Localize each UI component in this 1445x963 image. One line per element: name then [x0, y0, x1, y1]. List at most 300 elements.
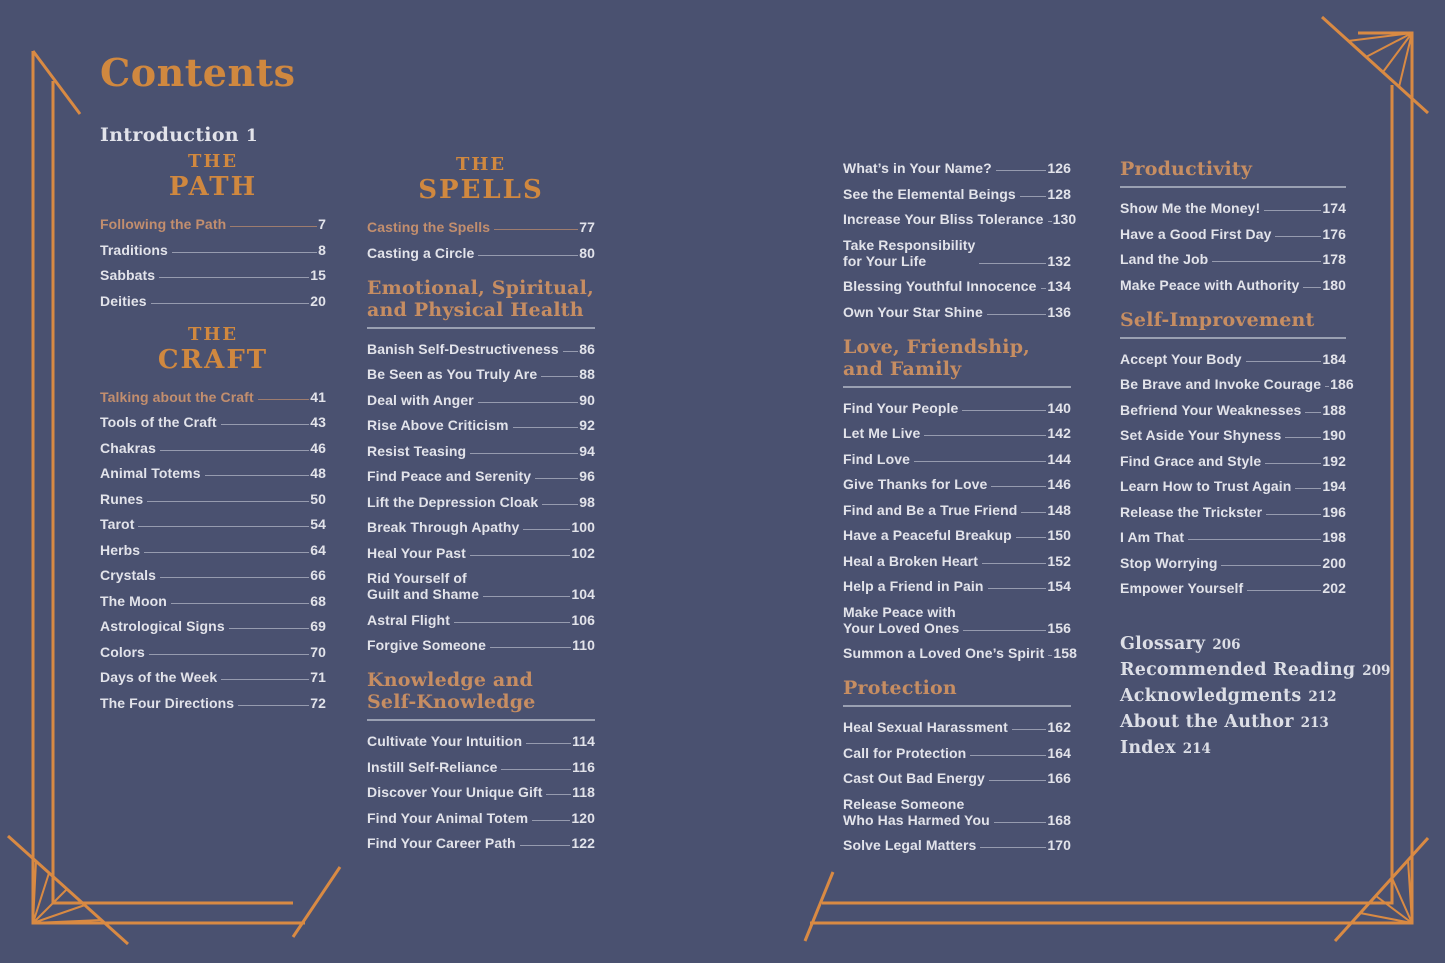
toc-entry-page: 178 [1322, 251, 1346, 267]
toc-column-2 [367, 155, 595, 851]
toc-entry [100, 440, 326, 456]
toc-entry-label [1120, 351, 1242, 367]
leader-line [979, 263, 1046, 264]
toc-entry-label [100, 216, 226, 232]
toc-entry-page: 102 [571, 544, 595, 561]
leader-line [513, 427, 579, 428]
leader-line [470, 555, 570, 556]
toc-entry-label-line: Find and Be a True Friend [843, 501, 1018, 518]
toc-entry-label-line: Have a Peaceful Breakup [843, 527, 1012, 543]
toc-entry [1120, 580, 1346, 596]
toc-entry [100, 669, 326, 685]
leader-line [982, 563, 1046, 564]
toc-entry-label-line: What’s in Your Name? [843, 160, 992, 176]
toc-entry [1120, 251, 1346, 267]
toc-entry-label [843, 502, 1017, 518]
toc-entry-page: 104 [571, 586, 595, 602]
part-heading-eyebrow: THE [187, 151, 239, 172]
toc-entry [367, 570, 595, 602]
toc-entry-page: 134 [1047, 278, 1071, 294]
part-heading-title: CRAFT [157, 344, 269, 375]
toc-section [1120, 308, 1354, 597]
leader-line [1264, 210, 1321, 211]
toc-entry-page: 20 [310, 292, 326, 309]
toc-entry-page: 48 [310, 465, 326, 481]
toc-entry-label-line: Heal a Broken Heart [843, 552, 978, 569]
toc-entry-label-line: Colors [100, 643, 145, 660]
toc-entry-page: 166 [1047, 770, 1071, 786]
toc-entry-label-line: Give Thanks for Love [843, 476, 988, 492]
toc-entry [367, 784, 595, 800]
leader-line [962, 410, 1046, 411]
toc-entry-label [1120, 376, 1321, 392]
section-underline [367, 327, 595, 329]
toc-entry-page: 94 [579, 442, 595, 459]
toc-entry-page: 64 [310, 541, 326, 558]
toc-entry-label [367, 366, 537, 382]
toc-entry [1120, 402, 1346, 418]
toc-entry-label-line: Astral Flight [367, 611, 450, 628]
toc-entry [100, 567, 326, 583]
toc-entry-list [1120, 200, 1346, 293]
toc-entry [843, 770, 1071, 786]
toc-entry-label [367, 443, 466, 459]
toc-entry-label [367, 519, 519, 535]
backmatter-page: 214 [1182, 741, 1211, 757]
toc-entry [100, 414, 326, 430]
toc-entry-page: 188 [1322, 401, 1346, 418]
toc-entry-label-line: for Your Life [843, 252, 927, 269]
toc-entry-label-line: Sabbats [100, 267, 156, 283]
sunburst-top-right [1348, 33, 1412, 87]
leader-line [221, 679, 309, 680]
toc-entry-label-line: Casting a Circle [367, 244, 475, 261]
leader-line [991, 486, 1046, 487]
toc-column-4 [1120, 158, 1391, 761]
toc-entry-label-line: Traditions [100, 241, 168, 258]
backmatter-item [1120, 632, 1346, 657]
toc-entry [367, 759, 595, 775]
toc-entry [367, 519, 595, 535]
toc-entry-label-line: Break Through Apathy [367, 519, 520, 535]
leader-line [988, 588, 1047, 589]
leader-line [470, 453, 578, 454]
toc-entry-page: 184 [1322, 350, 1346, 367]
toc-entry [1120, 200, 1346, 216]
toc-entry [843, 186, 1071, 202]
introduction-page: 1 [245, 126, 259, 146]
backmatter-item [1120, 736, 1346, 761]
leader-line [160, 450, 309, 451]
toc-entry [1120, 555, 1346, 571]
toc-entry-label [367, 835, 516, 851]
toc-entry-label [1120, 226, 1271, 242]
frame-left-bottom-diagonal [8, 836, 128, 944]
toc-entry-page: 202 [1322, 580, 1346, 596]
toc-entry-label-line: Find Your Animal Totem [367, 809, 529, 826]
toc-entry [843, 278, 1071, 294]
section-heading-line: and Family [843, 357, 962, 380]
toc-entry-label [367, 245, 474, 261]
toc-section [367, 155, 595, 261]
leader-line [238, 705, 309, 706]
toc-entry-page: 170 [1047, 837, 1071, 853]
toc-entry-label-line: Be Brave and Invoke Courage [1120, 376, 1322, 392]
toc-entry [367, 417, 595, 433]
leader-line [914, 461, 1046, 462]
toc-entry-page: 86 [579, 340, 595, 357]
toc-entry-page: 150 [1047, 527, 1071, 543]
toc-entry [367, 468, 595, 484]
toc-entry-label-line: Following the Path [100, 216, 227, 232]
toc-entry-label-line: Deal with Anger [367, 391, 474, 408]
toc-entry-page: 142 [1047, 425, 1071, 441]
toc-entry-label-line: Heal Sexual Harassment [843, 719, 1008, 735]
toc-entry-label [1120, 555, 1217, 571]
toc-entry-page: 116 [572, 758, 595, 775]
toc-entry-label [367, 570, 479, 602]
leader-line [1275, 236, 1321, 237]
toc-entry-label-line: Find Your People [843, 399, 959, 416]
toc-entry-page: 122 [571, 835, 595, 851]
toc-entry [367, 443, 595, 459]
toc-entry-label [1120, 251, 1208, 267]
leader-line [1188, 539, 1321, 540]
toc-entry-list [100, 389, 326, 711]
frame-left-end-cut [293, 867, 340, 937]
leader-line [1247, 590, 1321, 591]
part-heading-eyebrow: THE [187, 323, 239, 345]
leader-line [1265, 463, 1321, 464]
toc-entry-label-line: Increase Your Bliss Tolerance [843, 211, 1044, 227]
toc-entry-page: 130 [1052, 211, 1077, 227]
toc-entry-page: 192 [1322, 452, 1346, 469]
toc-entry-label-line: Learn How to Trust Again [1120, 478, 1292, 494]
toc-entry-page: 180 [1322, 276, 1346, 293]
toc-entry-label [843, 278, 1037, 294]
toc-entry [367, 341, 595, 357]
backmatter-label: Index [1120, 738, 1176, 758]
toc-entry [843, 425, 1071, 441]
leader-line [532, 820, 570, 821]
toc-entry-label [843, 160, 992, 176]
leader-line [996, 170, 1047, 171]
toc-entry-page: 8 [318, 241, 326, 258]
toc-entry-label [100, 669, 217, 685]
toc-entry [843, 553, 1071, 569]
toc-entry-page: 106 [571, 611, 595, 628]
toc-entry-label [100, 644, 145, 660]
toc-entry-label [367, 612, 450, 628]
toc-entry-label-line: Herbs [100, 541, 141, 558]
leader-line [501, 769, 571, 770]
toc-entry-label [843, 400, 958, 416]
backmatter-item [1120, 684, 1346, 709]
backmatter-label: Recommended Reading [1120, 660, 1356, 680]
toc-entry-page: 154 [1047, 578, 1071, 594]
leader-line [494, 229, 578, 230]
section-underline [843, 386, 1071, 388]
toc-entry-label-line: Blessing Youthful Innocence [843, 278, 1037, 294]
toc-entry-label [1120, 504, 1262, 520]
toc-entry-label-line: I Am That [1120, 529, 1185, 545]
toc-section [1120, 612, 1391, 761]
toc-entry-label-line: Who Has Harmed You [843, 811, 990, 828]
section-heading [1120, 309, 1346, 339]
toc-entry-label [843, 451, 910, 467]
toc-entry-label [367, 219, 490, 235]
toc-entry [367, 810, 595, 826]
toc-entry [843, 451, 1071, 467]
leader-line [221, 424, 310, 425]
toc-entry-list [843, 160, 1077, 320]
toc-entry [100, 542, 326, 558]
toc-entry-page: 114 [572, 733, 595, 749]
backmatter-item [1120, 710, 1346, 735]
part-heading [100, 152, 326, 202]
toc-entry-label [100, 242, 168, 258]
toc-entry [100, 644, 326, 660]
toc-entry-label [100, 567, 156, 583]
toc-entry-label-line: Your Loved Ones [843, 619, 960, 636]
toc-entry-label [1120, 200, 1260, 216]
toc-entry-page: 190 [1322, 427, 1346, 443]
leader-line [229, 628, 310, 629]
toc-entry-label-line: Own Your Star Shine [843, 303, 983, 320]
leader-line [490, 647, 571, 648]
leader-line [151, 303, 310, 304]
toc-entry [843, 160, 1071, 176]
toc-entry-page: 196 [1322, 503, 1346, 520]
toc-entry-page: 152 [1047, 552, 1071, 569]
toc-entry-label-line: Banish Self-Destructiveness [367, 340, 559, 357]
toc-entry-label [100, 440, 156, 456]
toc-entry-label [100, 542, 140, 558]
leader-line [563, 351, 578, 352]
leader-line [478, 402, 578, 403]
toc-entry-page: 194 [1322, 478, 1346, 494]
section-heading-line: Knowledge and [367, 669, 533, 691]
leader-line [1325, 386, 1329, 387]
leader-line [546, 794, 571, 795]
leader-line [144, 552, 309, 553]
part-heading [367, 155, 595, 205]
section-heading-line: Love, Friendship, [843, 335, 1030, 358]
toc-entry-list [1120, 350, 1354, 597]
leader-line [520, 845, 571, 846]
toc-entry [367, 219, 595, 235]
toc-entry [367, 835, 595, 851]
toc-entry-label-line: Tools of the Craft [100, 414, 217, 430]
backmatter-label: Glossary [1120, 634, 1206, 654]
backmatter-page: 212 [1308, 689, 1337, 705]
toc-entry [843, 837, 1071, 853]
toc-entry-label-line: Talking about the Craft [100, 388, 254, 405]
toc-entry-label [843, 645, 1044, 661]
toc-entry-page: 90 [579, 391, 595, 408]
toc-entry-label-line: Chakras [100, 439, 156, 456]
toc-entry-label-line: Casting the Spells [367, 219, 491, 235]
toc-entry-label [843, 425, 920, 441]
toc-entry-page: 186 [1330, 376, 1354, 392]
toc-entry [100, 216, 326, 232]
leader-line [483, 596, 570, 597]
section-heading-line: Self-Knowledge [367, 691, 536, 713]
toc-entry-page: 200 [1322, 554, 1346, 571]
toc-entry-page: 148 [1047, 501, 1071, 518]
part-heading-eyebrow: THE [455, 154, 507, 175]
toc-entry-label-line: Astrological Signs [100, 618, 225, 634]
toc-entry-label [843, 719, 1008, 735]
introduction-label: Introduction [100, 124, 239, 146]
part-heading-title: SPELLS [418, 175, 544, 205]
toc-section [843, 677, 1071, 853]
toc-entry-label [367, 341, 559, 357]
toc-entry-page: 50 [310, 490, 326, 507]
toc-entry [843, 211, 1077, 227]
toc-entry-label-line: Crystals [100, 567, 157, 583]
leader-line [1021, 512, 1046, 513]
toc-entry [843, 304, 1071, 320]
backmatter-label: About the Author [1120, 712, 1294, 732]
toc-entry-label-line: Resist Teasing [367, 442, 467, 459]
toc-entry-label [367, 784, 542, 800]
toc-entry-label [367, 417, 509, 433]
toc-entry-label [843, 211, 1044, 227]
toc-entry [367, 366, 595, 382]
toc-entry-label [100, 593, 167, 609]
toc-entry [367, 245, 595, 261]
toc-entry [100, 389, 326, 405]
leader-line [535, 478, 578, 479]
toc-entry [843, 578, 1071, 594]
toc-entry-label [100, 516, 134, 532]
toc-entry-label-line: Animal Totems [100, 465, 201, 481]
toc-entry-label [1120, 453, 1261, 469]
toc-entry [843, 502, 1071, 518]
toc-entry [100, 593, 326, 609]
toc-entry [100, 267, 326, 283]
leader-line [230, 226, 317, 227]
section-heading [367, 277, 595, 329]
leader-line [963, 630, 1046, 631]
part-heading [100, 325, 326, 375]
frame-right-bottom-diagonal [1335, 838, 1428, 941]
toc-entry-label [100, 491, 143, 507]
toc-entry-page: 164 [1047, 744, 1071, 761]
toc-entry [843, 645, 1077, 661]
toc-entry [843, 237, 1071, 269]
toc-entry-page: 176 [1322, 225, 1346, 242]
backmatter-page: 209 [1362, 663, 1391, 679]
leader-line [454, 622, 570, 623]
toc-entry-label-line: Set Aside Your Shyness [1120, 427, 1282, 443]
toc-entry-label-line: Call for Protection [843, 744, 967, 761]
toc-entry-page: 70 [310, 643, 326, 660]
toc-entry-page: 126 [1047, 160, 1071, 176]
toc-entry-label [367, 545, 466, 561]
toc-entry-label-line: Stop Worrying [1120, 554, 1218, 571]
toc-entry-page: 80 [579, 244, 595, 261]
toc-entry-label-line: Tarot [100, 516, 135, 532]
backmatter-page: 213 [1300, 715, 1329, 731]
toc-entry-label [843, 476, 987, 492]
leader-line [987, 314, 1046, 315]
leader-line [478, 255, 578, 256]
toc-entry-page: 15 [310, 267, 326, 283]
toc-entry [367, 612, 595, 628]
leader-line [541, 376, 578, 377]
toc-entry-label [843, 770, 985, 786]
toc-entry [1120, 529, 1346, 545]
toc-entry [843, 745, 1071, 761]
leader-line [147, 501, 309, 502]
leader-line [149, 654, 309, 655]
toc-entry-list [100, 216, 326, 309]
toc-entry-label [100, 389, 254, 405]
toc-entry [367, 637, 595, 653]
leader-line [924, 435, 1046, 436]
toc-entry-label [843, 796, 990, 828]
leader-line [1266, 514, 1321, 515]
toc-entry-label-line: Show Me the Money! [1120, 200, 1261, 216]
toc-entry-label-line: Rise Above Criticism [367, 417, 509, 433]
toc-entry-label-line: Take Responsibility [843, 236, 976, 253]
toc-entry-page: 68 [310, 592, 326, 609]
toc-entry-label [843, 527, 1012, 543]
toc-entry [100, 465, 326, 481]
toc-entry [367, 392, 595, 408]
part-heading-title: PATH [168, 172, 258, 202]
toc-entry-page: 110 [572, 637, 595, 653]
toc-entry-label-line: Land the Job [1120, 251, 1209, 267]
toc-entry-page: 174 [1322, 200, 1346, 216]
toc-entry-label-line: Cast Out Bad Energy [843, 770, 985, 786]
toc-entry-label [100, 695, 234, 711]
toc-entry-page: 72 [310, 694, 326, 711]
toc-entry-label-line: Be Seen as You Truly Are [367, 366, 538, 382]
toc-entry-label [367, 392, 474, 408]
toc-entry [1120, 453, 1346, 469]
toc-entry-page: 136 [1047, 303, 1071, 320]
toc-entry-label [843, 837, 976, 853]
toc-entry-label-line: Heal Your Past [367, 544, 466, 561]
toc-section [100, 152, 326, 309]
section-heading-line: Protection [843, 677, 957, 699]
toc-entry-label-line: Find Your Career Path [367, 835, 516, 851]
toc-entry-label [100, 293, 147, 309]
toc-entry-label [1120, 402, 1301, 418]
frame-left-top-diagonal [33, 51, 80, 114]
toc-entry-page: 198 [1322, 529, 1346, 545]
leader-line [542, 504, 578, 505]
toc-section [843, 160, 1077, 320]
toc-entry-label-line: Have a Good First Day [1120, 225, 1272, 242]
toc-entry-label [843, 186, 1016, 202]
toc-entry-label [1120, 427, 1281, 443]
toc-entry-page: 168 [1047, 811, 1071, 828]
toc-entry-label [843, 578, 984, 594]
leader-line [1212, 261, 1321, 262]
leader-line [1041, 288, 1047, 289]
leader-line [1305, 412, 1321, 413]
toc-entry-label [367, 494, 538, 510]
toc-entry-label-line: Lift the Depression Cloak [367, 493, 539, 510]
toc-entry-page: 69 [310, 618, 326, 634]
leader-line [989, 780, 1046, 781]
section-underline [367, 719, 595, 721]
toc-entry-page: 140 [1047, 399, 1071, 416]
